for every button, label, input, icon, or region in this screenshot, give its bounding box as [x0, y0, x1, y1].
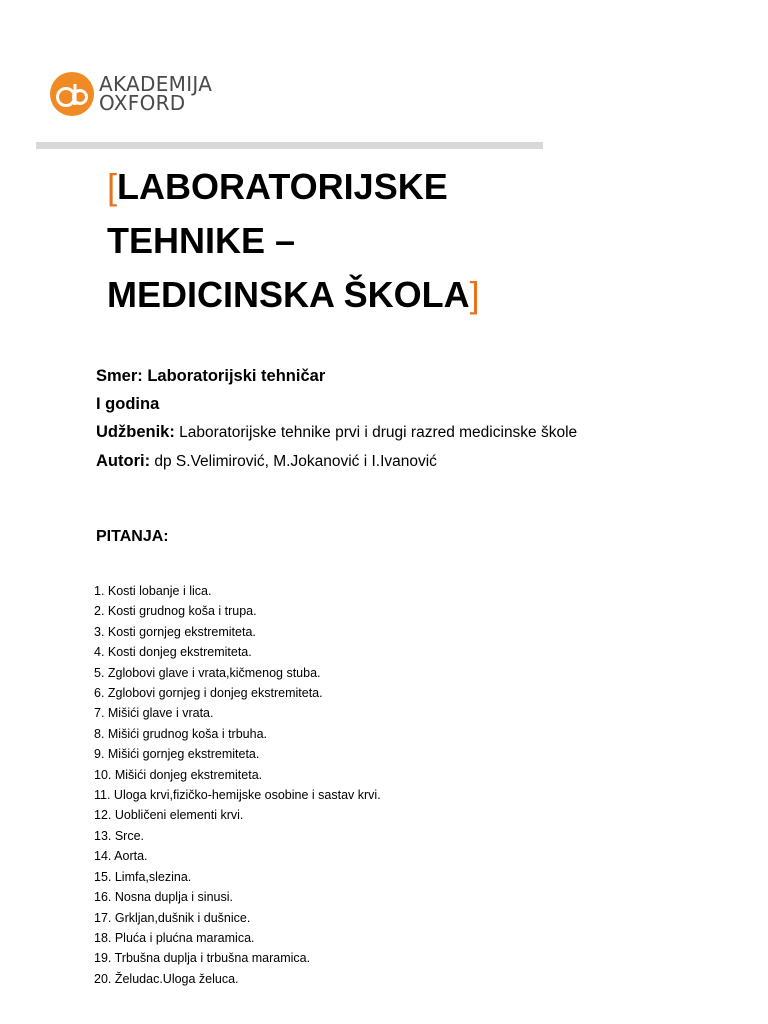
logo-text — [99, 72, 213, 115]
godina-line: I godina — [96, 395, 160, 413]
title-line-1 — [107, 160, 480, 214]
question-item: 10. Mišići donjeg ekstremiteta. — [94, 767, 263, 782]
autori-value: dp S.Velimirović, M.Jokanović i I.Ivanović — [150, 453, 437, 470]
question-item: 7. Mišići glave i vrata. — [94, 706, 214, 721]
question-item: 20. Želudac.Uloga želuca. — [94, 971, 239, 986]
title-close-bracket: ] — [469, 274, 480, 315]
question-item: 3. Kosti gornjeg ekstremiteta. — [94, 624, 256, 639]
question-item: 9. Mišići gornjeg ekstremiteta. — [94, 747, 260, 762]
course-info — [96, 362, 577, 476]
questions-heading: PITANJA: — [96, 528, 169, 545]
title-line-1-text: LABORATORIJSKE — [117, 166, 448, 207]
smer-line: Smer: Laboratorijski tehničar — [96, 367, 326, 385]
question-item: 8. Mišići grudnog koša i trbuha. — [94, 726, 268, 741]
logo-line-2: OXFORD — [99, 91, 186, 115]
question-item: 18. Pluća i plućna maramica. — [94, 930, 255, 945]
question-item: 6. Zglobovi gornjeg i donjeg ekstremiteta. — [94, 686, 323, 701]
question-item: 19. Trbušna duplja i trbušna maramica. — [94, 951, 311, 966]
akademija-oxford-logo-icon — [49, 71, 95, 117]
title-line-2: TEHNIKE – — [107, 220, 296, 261]
udzbenik-value: Laboratorijske tehnike prvi i drugi razred medicinske škole — [174, 424, 578, 441]
title-line-3 — [107, 268, 480, 322]
question-item: 13. Srce. — [94, 828, 145, 843]
logo-line-1: AKADEMIJA — [99, 72, 213, 96]
title-open-bracket: [ — [107, 166, 118, 207]
question-item: 4. Kosti donjeg ekstremiteta. — [94, 645, 252, 660]
udzbenik-line — [96, 418, 577, 447]
question-item: 2. Kosti grudnog koša i trupa. — [94, 604, 257, 619]
question-item: 15. Limfa,slezina. — [94, 869, 192, 884]
logo — [49, 71, 212, 117]
question-item: 11. Uloga krvi,fizičko-hemijske osobine i sastav krvi. — [94, 788, 381, 803]
title-line-3-text: MEDICINSKA ŠKOLA — [107, 274, 470, 315]
autori-label: Autori: — [96, 452, 151, 470]
document-title — [107, 160, 480, 322]
question-item: 5. Zglobovi glave i vrata,kičmenog stuba. — [94, 665, 321, 680]
questions-list — [94, 581, 381, 989]
header-divider — [36, 142, 543, 149]
question-item: 14. Aorta. — [94, 849, 148, 864]
udzbenik-label: Udžbenik: — [96, 423, 175, 441]
question-item: 12. Uobličeni elementi krvi. — [94, 808, 244, 823]
autori-line — [96, 447, 577, 476]
question-item: 1. Kosti lobanje i lica. — [94, 584, 212, 598]
question-item: 16. Nosna duplja i sinusi. — [94, 890, 233, 905]
question-item: 17. Grkljan,dušnik i dušnice. — [94, 910, 251, 925]
